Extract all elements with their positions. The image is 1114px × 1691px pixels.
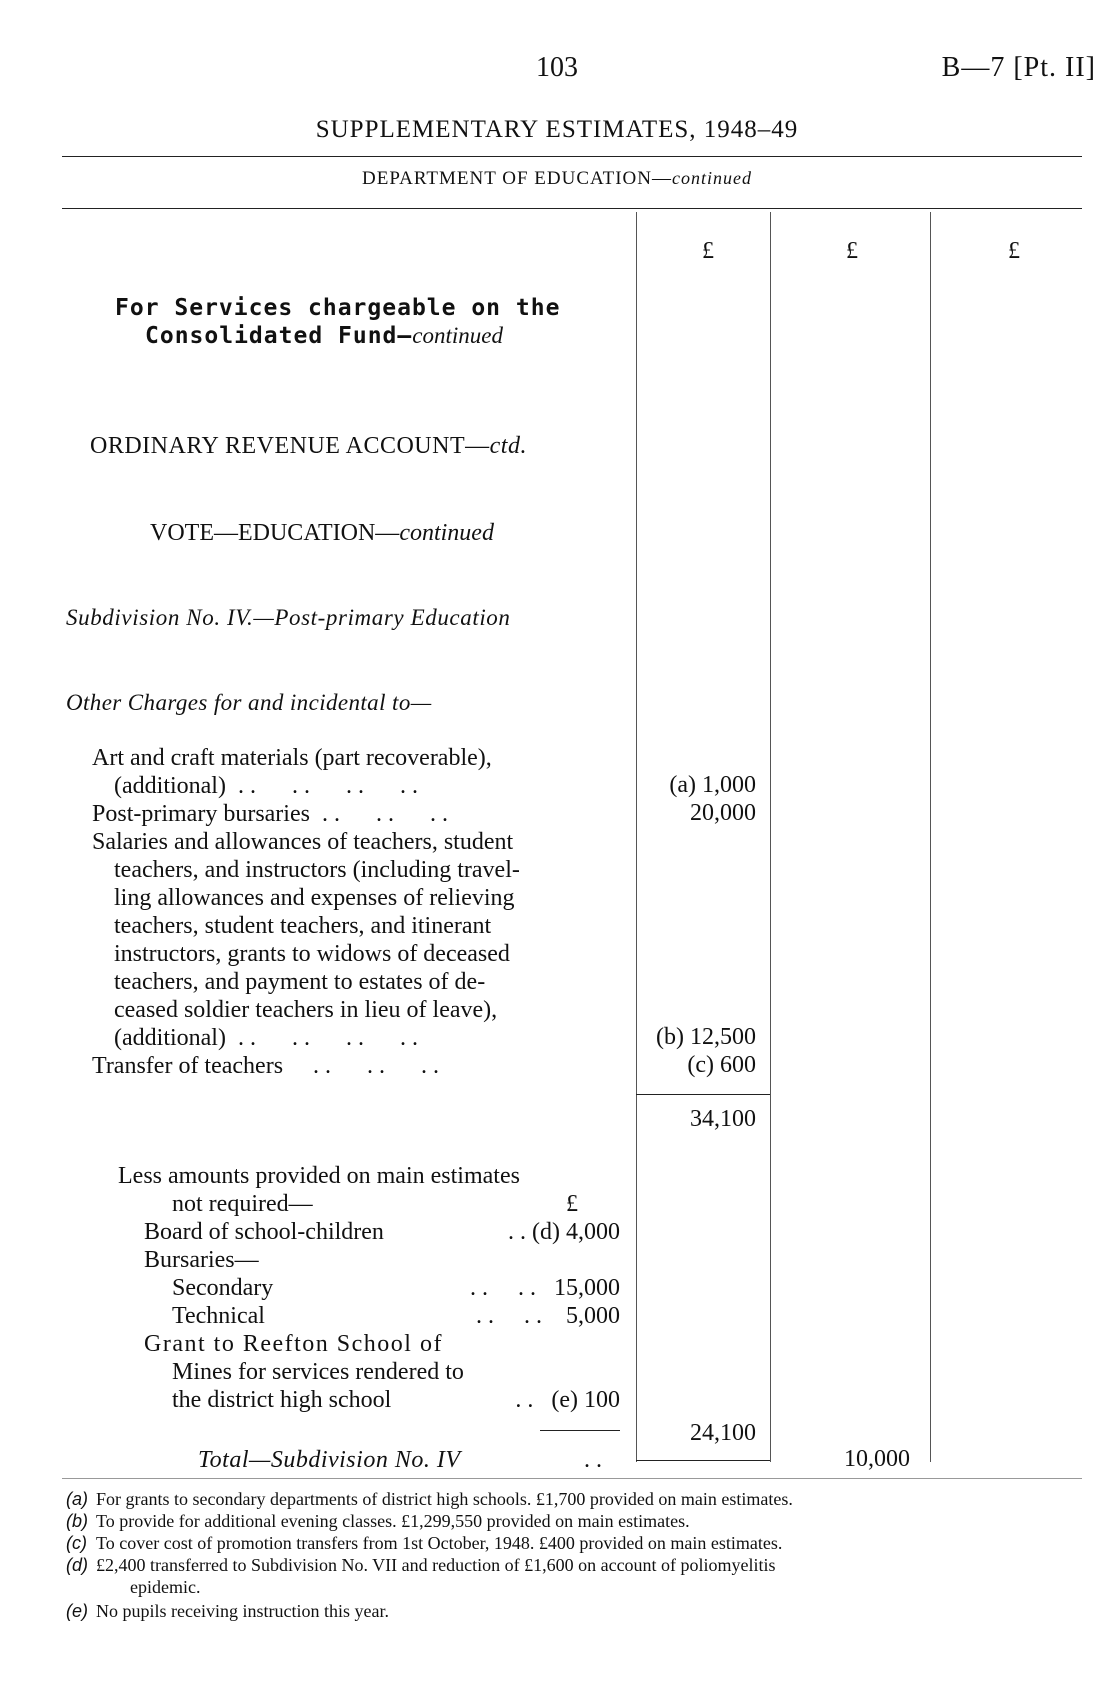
total-dots: . . <box>584 1447 602 1473</box>
less-heading-2: not required— <box>172 1191 313 1217</box>
footnote-b-text: To provide for additional evening classes. £1,299,550 provided on main estimates. <box>96 1511 690 1531</box>
item-salaries-line-3: ling allowances and expenses of relieving <box>114 885 515 911</box>
footnote-c-text: To cover cost of promotion transfers from 1st October, 1948. £400 provided on main estimates. <box>96 1533 783 1553</box>
less-technical-amount: . . . . 5,000 <box>476 1303 620 1329</box>
title-rule <box>62 156 1082 157</box>
item-art-craft-amount: (a) 1,000 <box>669 772 756 798</box>
total-rule <box>636 1460 770 1461</box>
item-art-craft-line-2: (additional) . . . . . . . . <box>114 773 418 799</box>
subtotal-rule <box>636 1094 770 1095</box>
subdivision-heading: Subdivision No. IV.—Post-primary Education <box>66 605 511 630</box>
total-label: Total—Subdivision No. IV <box>198 1447 461 1473</box>
footnote-a-key: (a) <box>66 1489 88 1509</box>
less-grant-line-2: Mines for services rendered to <box>172 1359 464 1385</box>
subtotal-amount: 34,100 <box>690 1106 756 1132</box>
department-heading <box>0 168 1114 190</box>
footnote-d-key: (d) <box>66 1555 88 1575</box>
services-line-2: Consolidated Fund— <box>145 323 413 349</box>
less-heading-1: Less amounts provided on main estimates <box>118 1163 520 1189</box>
footnote-d-text: £2,400 transferred to Subdivision No. VII and reduction of £1,600 on account of poliomyelitis <box>96 1555 776 1575</box>
vote-continued: continued <box>399 520 494 546</box>
less-board-amount: . . (d) 4,000 <box>508 1219 620 1245</box>
account-name: ORDINARY REVENUE ACCOUNT— <box>90 433 490 459</box>
footnote-d <box>66 1554 776 1576</box>
footnote-d-continuation: epidemic. <box>130 1577 201 1597</box>
less-technical: Technical <box>172 1303 265 1329</box>
item-bursaries-amount: 20,000 <box>690 800 756 826</box>
account-heading <box>90 433 527 460</box>
less-total-amount: 24,100 <box>690 1420 756 1446</box>
less-currency: £ <box>566 1191 578 1217</box>
services-heading <box>115 294 560 350</box>
footnote-c-key: (c) <box>66 1533 87 1553</box>
total-amount: 10,000 <box>844 1446 910 1472</box>
column-currency-3: £ <box>1008 238 1020 264</box>
services-line-2-wrap <box>115 322 560 350</box>
department-name: DEPARTMENT OF EDUCATION— <box>362 168 672 189</box>
footnote-e <box>66 1600 389 1622</box>
less-grant-line-3: the district high school <box>172 1387 392 1413</box>
footnote-a-text: For grants to secondary departments of district high schools. £1,700 provided on main estimates. <box>96 1489 793 1509</box>
item-salaries-line-1: Salaries and allowances of teachers, student <box>92 829 514 855</box>
footnote-b-key: (b) <box>66 1511 88 1531</box>
item-salaries-line-6: teachers, and payment to estates of de- <box>114 969 486 995</box>
less-secondary: Secondary <box>172 1275 274 1301</box>
column-rule-1 <box>636 212 637 1462</box>
item-bursaries: Post-primary bursaries . . . . . . <box>92 801 448 827</box>
item-salaries <box>92 828 520 1052</box>
footnote-b <box>66 1510 690 1532</box>
footnote-a <box>66 1488 793 1510</box>
department-rule <box>62 208 1082 209</box>
other-charges-heading: Other Charges for and incidental to— <box>66 690 432 715</box>
column-currency-1: £ <box>702 238 714 264</box>
footnote-e-text: No pupils receiving instruction this year. <box>96 1601 389 1621</box>
services-line-1: For Services chargeable on the <box>115 295 561 321</box>
item-transfer: Transfer of teachers . . . . . . <box>92 1053 440 1079</box>
item-salaries-line-2: teachers, and instructors (including travel- <box>114 857 520 883</box>
item-salaries-amount: (b) 12,500 <box>656 1024 756 1050</box>
item-salaries-line-8: (additional) . . . . . . . . <box>114 1025 418 1051</box>
vote-name: VOTE—EDUCATION— <box>150 520 400 546</box>
item-salaries-line-5: instructors, grants to widows of deceased <box>114 941 510 967</box>
column-rule-2 <box>770 212 771 1462</box>
column-currency-2: £ <box>846 238 858 264</box>
page-title: SUPPLEMENTARY ESTIMATES, 1948–49 <box>315 116 799 143</box>
item-transfer-amount: (c) 600 <box>687 1052 756 1078</box>
less-board: Board of school-children <box>144 1219 384 1245</box>
account-continued: ctd. <box>489 433 527 459</box>
item-art-craft-line-1: Art and craft materials (part recoverable), <box>92 745 492 771</box>
item-salaries-line-4: teachers, student teachers, and itinerant <box>114 913 492 939</box>
less-grant-line-1: Grant to Reefton School of <box>144 1331 443 1357</box>
item-salaries-line-7: ceased soldier teachers in lieu of leave), <box>114 997 498 1023</box>
column-rule-3 <box>930 212 931 1462</box>
less-amounts-rule <box>540 1430 620 1431</box>
vote-heading <box>150 520 494 547</box>
department-continued: continued <box>672 168 752 188</box>
document-reference: B—7 [Pt. II] <box>941 52 1096 83</box>
footnote-e-key: (e) <box>66 1601 88 1621</box>
less-secondary-amount: . . . . 15,000 <box>470 1275 620 1301</box>
item-art-craft <box>92 744 492 800</box>
footnote-rule <box>62 1478 1082 1479</box>
services-continued: continued <box>412 323 503 348</box>
less-bursaries: Bursaries— <box>144 1247 259 1273</box>
footnote-c <box>66 1532 782 1554</box>
page-number: 103 <box>536 52 578 83</box>
less-grant-amount: . . (e) 100 <box>515 1387 620 1413</box>
